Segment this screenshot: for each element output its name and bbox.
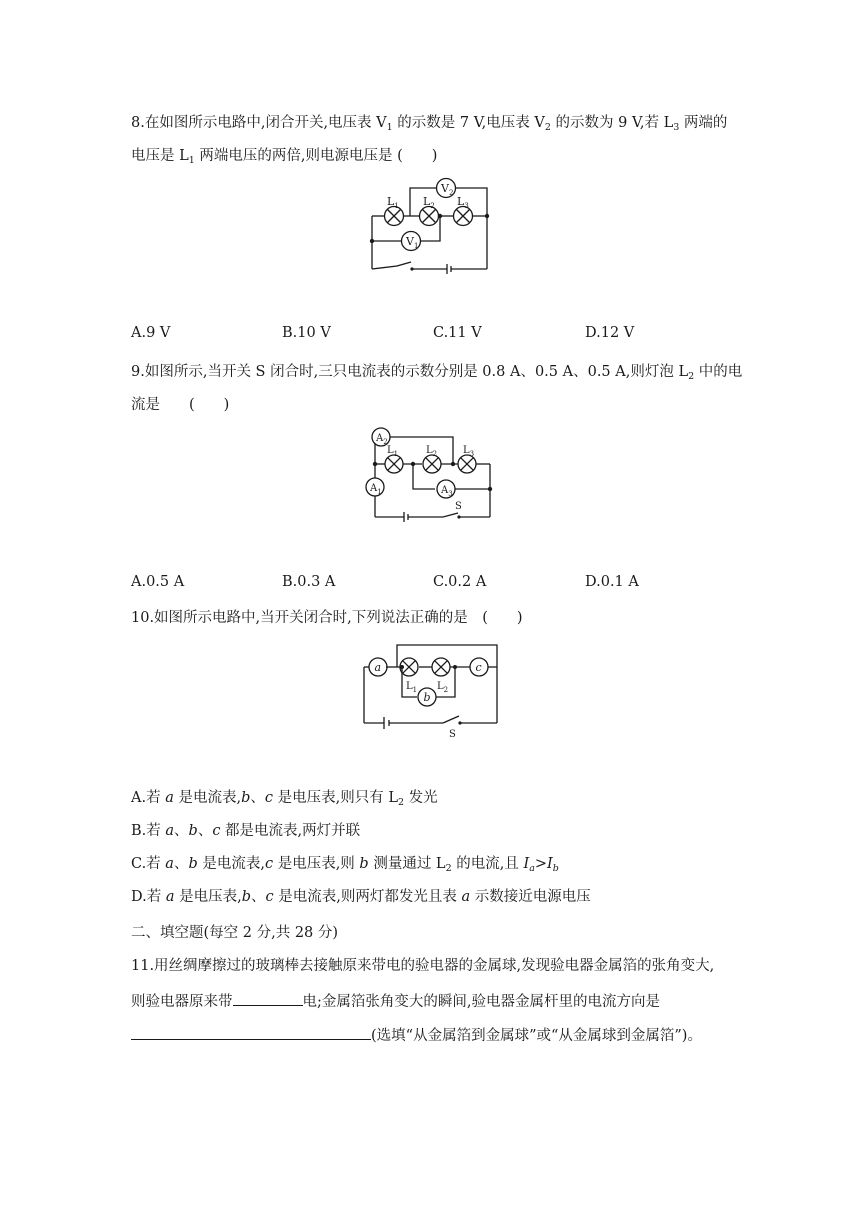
q8-options	[131, 325, 771, 345]
q9-a1-label: $A_1$	[370, 483, 382, 496]
q9-option-d: D.0.1 A	[585, 574, 639, 590]
q9-circuit-image	[354, 422, 506, 528]
q11-stem-line2: 则验电器原来带 电;金属箔张角变大的瞬间,验电器金属杆里的电流方向是	[131, 990, 660, 1012]
q9-options	[131, 574, 771, 594]
q10-l2-label: $L_2$	[437, 681, 449, 694]
q9-option-c: C.0.2 A	[433, 574, 487, 590]
q8-circuit-diagram	[360, 176, 500, 276]
q8-option-c: C.11 V	[433, 325, 482, 341]
q9-option-b: B.0.3 A	[282, 574, 336, 590]
q8-l1-label: $L_1$	[387, 195, 399, 210]
q8-l2-label: $L_2$	[423, 195, 435, 210]
q8-stem-line1: 8.在如图所示电路中,闭合开关,电压表 $V_1$ 的示数是 7 V,电压表 $V_2$ 的示数为 9 V,若 $L_3$ 两端的	[131, 115, 728, 133]
q10-meter-c-label: c	[475, 661, 482, 674]
q11-stem-line1: 11.用丝绸摩擦过的玻璃棒去接触原来带电的验电器的金属球,发现验电器金属箔的张角变大,	[131, 958, 715, 974]
q9-option-a: A.0.5 A	[131, 574, 185, 590]
q10-circuit-diagram	[355, 638, 505, 738]
q10-option-b: B.若 a、b、c 都是电流表,两灯并联	[131, 823, 361, 839]
q10-option-c: C.若 a、b 是电流表,c 是电压表,则 b 测量通过 $L_2$ 的电流,且 $I_a>I_b$	[131, 856, 559, 874]
q8-option-b: B.10 V	[282, 325, 331, 341]
q11-stem-line3: (选填“从金属箔到金属球”或“从金属球到金属箔”)。	[131, 1024, 702, 1046]
q10-option-a: A.若 a 是电流表,b、c 是电压表,则只有 $L_2$ 发光	[131, 790, 438, 808]
q9-l2-label: $L_2$	[426, 445, 438, 458]
q9-l3-label: $L_3$	[463, 445, 475, 458]
q9-l1-label: $L_1$	[387, 445, 399, 458]
q8-stem-line2: 电压是 $L_1$ 两端电压的两倍,则电源电压是 ( )	[131, 148, 438, 166]
q8-v2-label: $V_2$	[441, 182, 454, 197]
q9-stem-line2: 流是 ( )	[131, 397, 230, 413]
q9-switch-label: S	[455, 501, 462, 512]
q10-stem: 10.如图所示电路中,当开关闭合时,下列说法正确的是 ( )	[131, 610, 523, 626]
section-heading: 二、填空题(每空 2 分,共 28 分)	[131, 925, 339, 941]
q9-a3-label: $A_3$	[441, 485, 453, 498]
q8-l3-label: $L_3$	[457, 195, 469, 210]
q10-meter-b-label: b	[423, 691, 431, 704]
q9-stem-line1: 9.如图所示,当开关 S 闭合时,三只电流表的示数分别是 0.8 A、0.5 A、0.5 A,则灯泡 $L_2$ 中的电	[131, 364, 743, 382]
q9-a2-label: $A_2$	[376, 433, 388, 446]
q10-meter-a-label: a	[374, 661, 382, 674]
q10-l1-label: $L_1$	[406, 681, 418, 694]
q11-answer-blank-2[interactable]	[131, 1024, 371, 1040]
q10-switch-label: S	[449, 729, 456, 738]
q11-answer-blank-1[interactable]	[233, 990, 303, 1006]
q10-option-d: D.若 a 是电压表,b、c 是电流表,则两灯都发光且表 a 示数接近电源电压	[131, 889, 591, 905]
q8-v1-label: $V_1$	[406, 235, 419, 250]
q8-option-a: A.9 V	[131, 325, 171, 341]
q8-option-d: D.12 V	[585, 325, 635, 341]
